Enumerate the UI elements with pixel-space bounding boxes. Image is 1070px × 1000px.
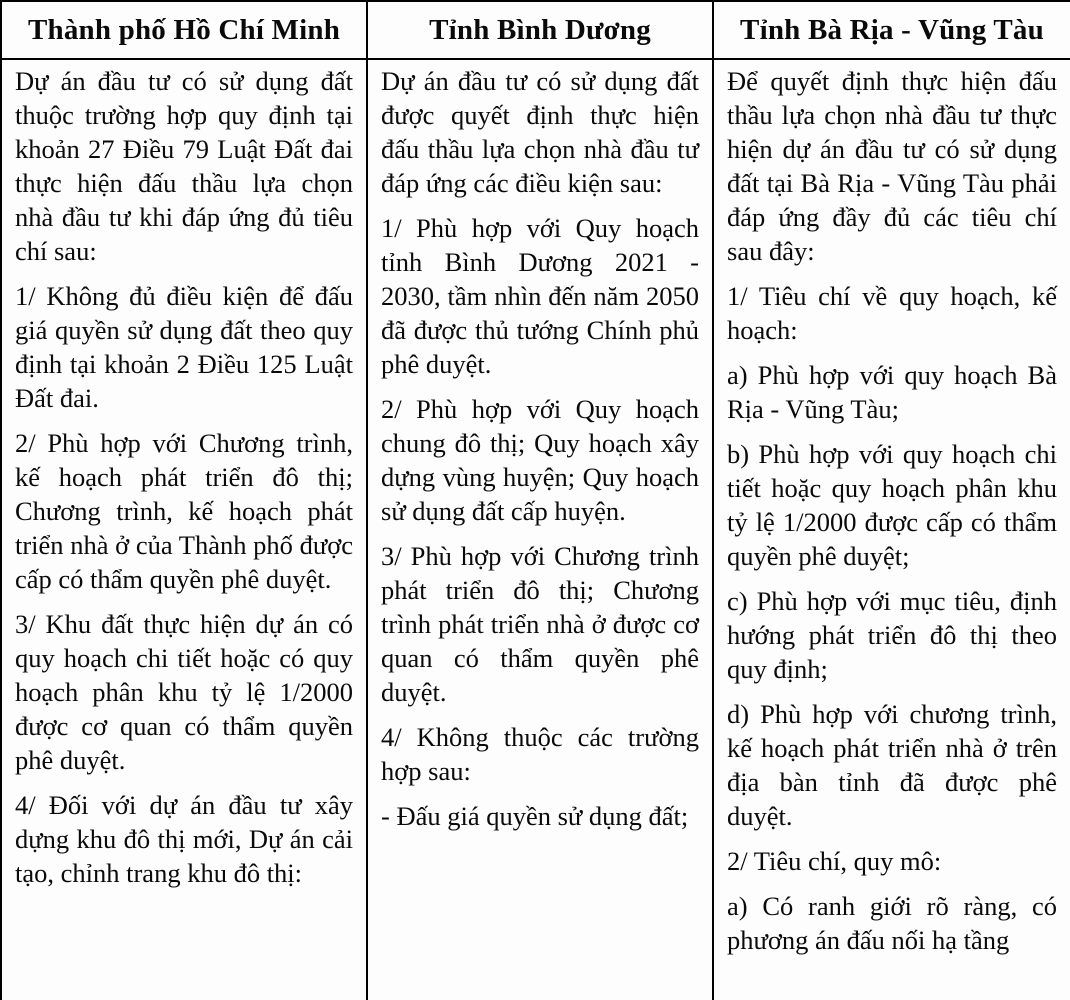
paragraph: Để quyết định thực hiện đấu thầu lựa chọn nhà đầu tư thực hiện dự án đầu tư có sử dụng đất tại Bà Rịa - Vũng Tàu phải đáp ứng đầy đủ các tiêu chí sau đây: [727, 66, 1057, 266]
paragraph: 4/ Không thuộc các trường hợp sau: [381, 722, 699, 786]
paragraph: 3/ Phù hợp với Chương trình phát triển đô thị; Chương trình phát triển nhà ở được cơ quan có thẩm quyền phê duyệt. [381, 541, 699, 707]
paragraph: 1/ Không đủ điều kiện để đấu giá quyền sử dụng đất theo quy định tại khoản 2 Điều 125 Luật Đất đai. [15, 281, 353, 413]
paragraph: 3/ Khu đất thực hiện dự án có quy hoạch chi tiết hoặc có quy hoạch phân khu tỷ lệ 1/2000 được cơ quan có thẩm quyền phê duyệt. [15, 609, 353, 775]
paragraph: 1/ Tiêu chí về quy hoạch, kế hoạch: [727, 281, 1057, 345]
column-cell-hcmc [1, 59, 367, 1000]
column-header-hcmc: Thành phố Hồ Chí Minh [1, 1, 367, 59]
paragraph: a) Phù hợp với quy hoạch Bà Rịa - Vũng Tàu; [727, 360, 1057, 424]
paragraph: Dự án đầu tư có sử dụng đất thuộc trường hợp quy định tại khoản 27 Điều 79 Luật Đất đai thực hiện đấu thầu lựa chọn nhà đầu tư khi đáp ứng đủ tiêu chí sau: [15, 66, 353, 266]
paragraph: a) Có ranh giới rõ ràng, có phương án đấu nối hạ tầng [727, 891, 1057, 955]
column-cell-ba-ria-vung-tau [713, 59, 1070, 1000]
column-header-ba-ria-vung-tau: Tỉnh Bà Rịa - Vũng Tàu [713, 1, 1070, 59]
column-header-binh-duong: Tỉnh Bình Dương [367, 1, 713, 59]
paragraph: Dự án đầu tư có sử dụng đất được quyết định thực hiện đấu thầu lựa chọn nhà đầu tư đáp ứng các điều kiện sau: [381, 66, 699, 198]
paragraph: b) Phù hợp với quy hoạch chi tiết hoặc quy hoạch phân khu tỷ lệ 1/2000 được cấp có thẩm quyền phê duyệt; [727, 439, 1057, 571]
paragraph: 2/ Phù hợp với Quy hoạch chung đô thị; Quy hoạch xây dựng vùng huyện; Quy hoạch sử dụng đất cấp huyện. [381, 394, 699, 526]
paragraph: c) Phù hợp với mục tiêu, định hướng phát triển đô thị theo quy định; [727, 586, 1057, 684]
paragraph: 1/ Phù hợp với Quy hoạch tỉnh Bình Dương 2021 - 2030, tầm nhìn đến năm 2050 đã được thủ tướng Chính phủ phê duyệt. [381, 213, 699, 379]
paragraph: d) Phù hợp với chương trình, kế hoạch phát triển nhà ở trên địa bàn tỉnh đã được phê duyệt. [727, 699, 1057, 831]
paragraph: 2/ Tiêu chí, quy mô: [727, 846, 942, 876]
body-row [1, 59, 1070, 1000]
column-cell-binh-duong [367, 59, 713, 1000]
paragraph: - Đấu giá quyền sử dụng đất; [381, 801, 689, 831]
paragraph: 4/ Đối với dự án đầu tư xây dựng khu đô thị mới, Dự án cải tạo, chỉnh trang khu đô thị: [15, 790, 353, 888]
header-row [1, 1, 1070, 59]
paragraph: 2/ Phù hợp với Chương trình, kế hoạch phát triển đô thị; Chương trình, kế hoạch phát triển nhà ở của Thành phố được cấp có thẩm quyền phê duyệt. [15, 428, 353, 594]
